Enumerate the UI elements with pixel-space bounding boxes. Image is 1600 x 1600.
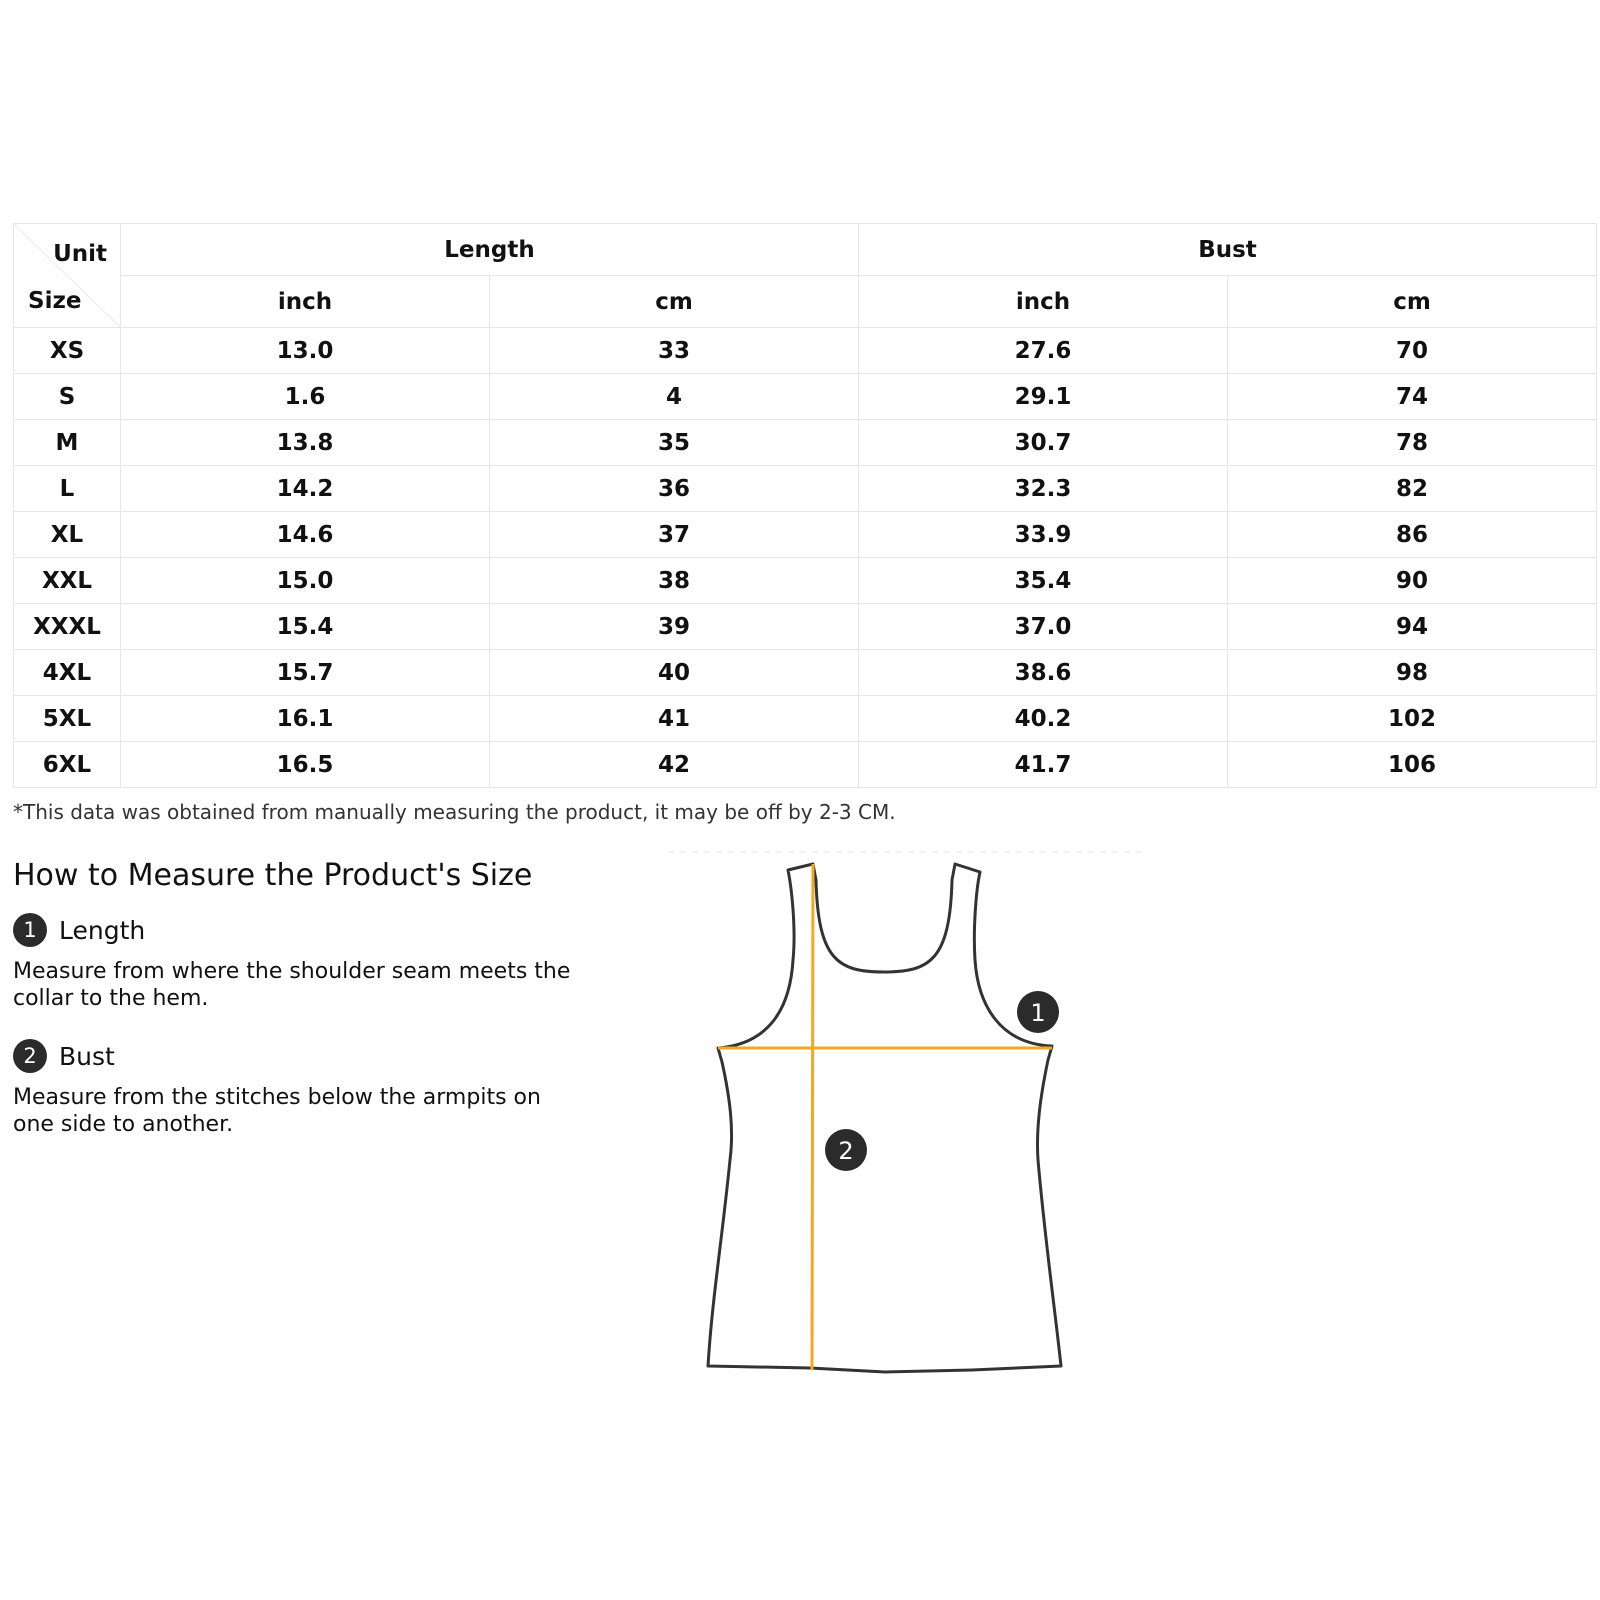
bust-inch-header: inch xyxy=(859,276,1228,328)
size-cell: XXXL xyxy=(14,604,121,650)
bust-inch-cell: 37.0 xyxy=(859,604,1228,650)
bust-cm-cell: 90 xyxy=(1228,558,1597,604)
tank-top-icon xyxy=(640,840,1160,1400)
length-cm-cell: 39 xyxy=(490,604,859,650)
length-cm-cell: 42 xyxy=(490,742,859,788)
measure-item-description: Measure from where the shoulder seam meets the collar to the hem. xyxy=(13,959,571,1011)
bust-inch-cell: 29.1 xyxy=(859,374,1228,420)
length-inch-cell: 15.4 xyxy=(121,604,490,650)
length-cm-cell: 41 xyxy=(490,696,859,742)
bust-cm-cell: 98 xyxy=(1228,650,1597,696)
number-one-icon: 1 xyxy=(13,913,47,947)
length-cm-cell: 40 xyxy=(490,650,859,696)
bust-cm-cell: 106 xyxy=(1228,742,1597,788)
size-cell: S xyxy=(14,374,121,420)
marker-two-label: 2 xyxy=(838,1137,854,1165)
measure-item-description: Measure from the stitches below the armpits on one side to another. xyxy=(13,1085,541,1137)
size-cell: 5XL xyxy=(14,696,121,742)
header-row-units xyxy=(14,276,1597,328)
marker-one-label: 1 xyxy=(1030,999,1046,1027)
size-chart-table xyxy=(13,223,1597,788)
size-cell: XL xyxy=(14,512,121,558)
length-inch-cell: 16.5 xyxy=(121,742,490,788)
bust-cm-header: cm xyxy=(1228,276,1597,328)
length-inch-cell: 15.7 xyxy=(121,650,490,696)
bust-inch-cell: 33.9 xyxy=(859,512,1228,558)
bust-inch-cell: 41.7 xyxy=(859,742,1228,788)
length-cm-cell: 35 xyxy=(490,420,859,466)
size-cell: 4XL xyxy=(14,650,121,696)
size-cell: M xyxy=(14,420,121,466)
size-cell: XXL xyxy=(14,558,121,604)
bust-inch-cell: 32.3 xyxy=(859,466,1228,512)
measurement-footnote: *This data was obtained from manually measuring the product, it may be off by 2-3 CM. xyxy=(13,800,896,824)
length-inch-cell: 13.0 xyxy=(121,328,490,374)
size-cell: 6XL xyxy=(14,742,121,788)
corner-header-cell xyxy=(14,224,121,328)
table-row xyxy=(14,742,1597,788)
bust-inch-cell: 38.6 xyxy=(859,650,1228,696)
length-measure-line xyxy=(812,864,813,1370)
length-group-header: Length xyxy=(121,224,859,276)
unit-label: Unit xyxy=(53,241,107,267)
length-inch-cell: 1.6 xyxy=(121,374,490,420)
bust-cm-cell: 102 xyxy=(1228,696,1597,742)
length-cm-cell: 38 xyxy=(490,558,859,604)
bust-cm-cell: 82 xyxy=(1228,466,1597,512)
bust-cm-cell: 94 xyxy=(1228,604,1597,650)
tank-top-diagram xyxy=(640,840,1160,1400)
length-cm-cell: 4 xyxy=(490,374,859,420)
length-cm-cell: 33 xyxy=(490,328,859,374)
number-two-icon: 2 xyxy=(13,1039,47,1073)
table-row xyxy=(14,374,1597,420)
length-inch-cell: 13.8 xyxy=(121,420,490,466)
bust-inch-cell: 27.6 xyxy=(859,328,1228,374)
measure-guide-title: How to Measure the Product's Size xyxy=(13,858,533,893)
length-cm-header: cm xyxy=(490,276,859,328)
size-cell: L xyxy=(14,466,121,512)
table-row xyxy=(14,420,1597,466)
table-row xyxy=(14,604,1597,650)
bust-cm-cell: 86 xyxy=(1228,512,1597,558)
measure-item-length xyxy=(13,912,573,1012)
size-rows xyxy=(14,328,1597,788)
table-row xyxy=(14,696,1597,742)
bust-inch-cell: 30.7 xyxy=(859,420,1228,466)
measure-item-name: Bust xyxy=(59,1041,115,1071)
bust-cm-cell: 78 xyxy=(1228,420,1597,466)
table-row xyxy=(14,466,1597,512)
length-inch-header: inch xyxy=(121,276,490,328)
bust-inch-cell: 40.2 xyxy=(859,696,1228,742)
size-label: Size xyxy=(28,288,82,314)
tank-top-outline xyxy=(708,864,1061,1372)
bust-inch-cell: 35.4 xyxy=(859,558,1228,604)
bust-group-header: Bust xyxy=(859,224,1597,276)
size-cell: XS xyxy=(14,328,121,374)
length-cm-cell: 36 xyxy=(490,466,859,512)
measure-item-bust xyxy=(13,1038,573,1138)
length-inch-cell: 14.2 xyxy=(121,466,490,512)
table-row xyxy=(14,650,1597,696)
length-inch-cell: 15.0 xyxy=(121,558,490,604)
table-row xyxy=(14,512,1597,558)
bust-cm-cell: 70 xyxy=(1228,328,1597,374)
bust-cm-cell: 74 xyxy=(1228,374,1597,420)
header-row-groups xyxy=(14,224,1597,276)
measure-item-name: Length xyxy=(59,915,146,945)
length-inch-cell: 16.1 xyxy=(121,696,490,742)
table-row xyxy=(14,328,1597,374)
length-inch-cell: 14.6 xyxy=(121,512,490,558)
length-cm-cell: 37 xyxy=(490,512,859,558)
table-row xyxy=(14,558,1597,604)
